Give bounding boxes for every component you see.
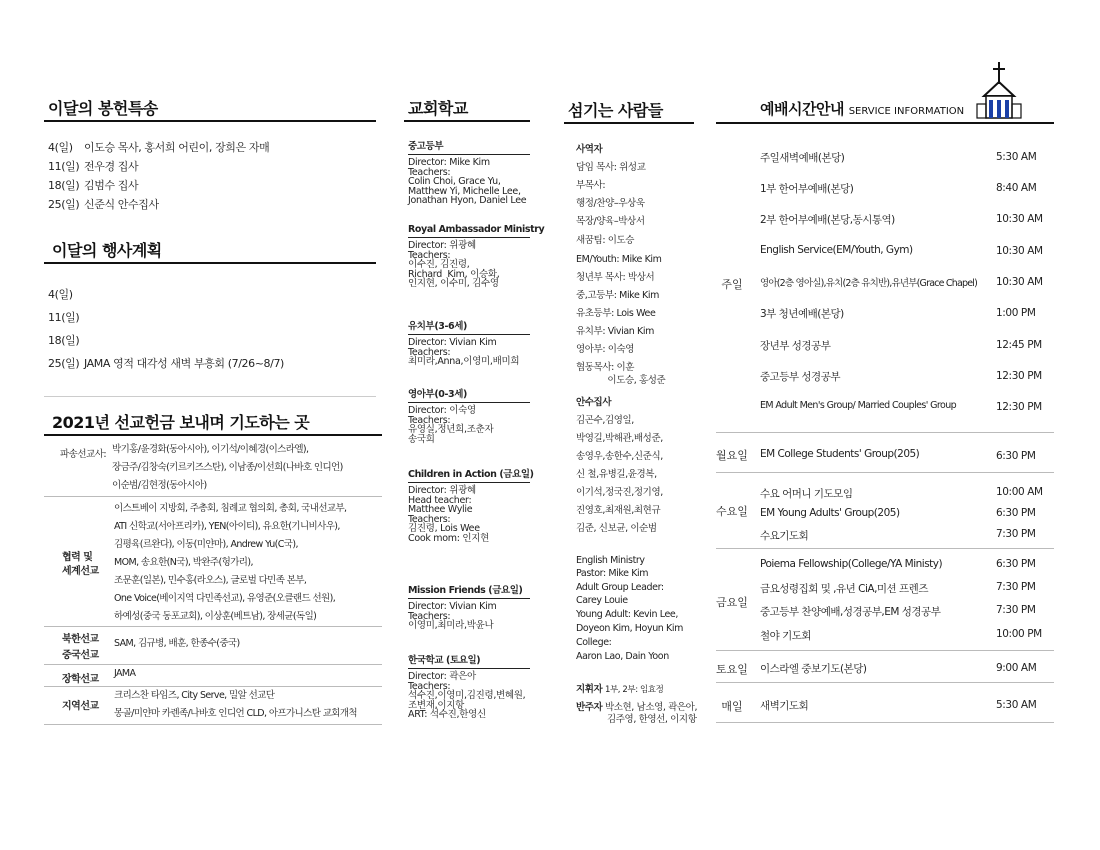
church-icon: [974, 60, 1024, 126]
service-name: 중고등부 성경공부: [760, 371, 840, 383]
servers-title: 섬기는 사람들: [568, 101, 663, 120]
school-line: Richard Kim, 이승화,: [408, 268, 500, 280]
school-line: Teachers:: [408, 610, 451, 622]
school-line: Director: Vivian Kim: [408, 337, 497, 348]
events-row: [48, 332, 84, 348]
services-divider: [716, 682, 1054, 683]
events-date: 11(일): [48, 311, 80, 324]
service-time: 9:00 AM: [996, 662, 1037, 674]
service-time: 12:30 PM: [996, 401, 1042, 413]
service-name: English Service(EM/Youth, Gym): [760, 244, 913, 256]
offering-text: 전우경 집사: [84, 160, 139, 173]
mission-divider: [44, 496, 382, 497]
service-name: 수요기도회: [760, 530, 809, 542]
em-line: English Ministry: [576, 555, 645, 566]
service-time: 10:30 AM: [996, 276, 1043, 288]
school-line: Teachers:: [408, 346, 451, 358]
service-time: 6:30 PM: [996, 450, 1036, 462]
school-line: Cook mom: 인지현: [408, 532, 489, 544]
school-line: Director: 위광혜: [408, 240, 476, 251]
servers-line: 청년부 목사: 박상서: [576, 272, 655, 283]
nk-label: 중국선교: [62, 650, 99, 661]
services-divider: [716, 472, 1054, 473]
servers-line: 새꿈팀: 이도승: [576, 235, 635, 246]
school-group: [408, 582, 530, 631]
events-row: [48, 309, 84, 325]
service-name: 3부 청년예배(본당): [760, 308, 844, 320]
events-row: [48, 286, 84, 302]
school-title-rule: [404, 120, 530, 122]
offering-text: 김범수 집사: [84, 179, 139, 192]
service-time: 1:00 PM: [996, 307, 1036, 319]
service-time: 10:30 AM: [996, 245, 1043, 257]
service-time: 7:30 PM: [996, 581, 1036, 593]
school-line: Teachers:: [408, 166, 451, 178]
school-group: [408, 138, 530, 206]
school-line: 최미라,Anna,이영미,배미희: [408, 356, 520, 367]
day-saturday: 토요일: [716, 663, 748, 676]
offering-date: 4(일): [48, 141, 73, 154]
school-group-name: Children in Action (금요일): [408, 466, 530, 483]
service-time: 7:30 PM: [996, 604, 1036, 616]
school-group-name: Royal Ambassador Ministry: [408, 224, 530, 238]
mission-title: 2021년 선교헌금 보내며 기도하는 곳: [52, 413, 310, 432]
school-line: 조변재,이지항: [408, 699, 464, 711]
servers-line: 영아부: 이숙영: [576, 344, 635, 355]
service-name: 철야 기도회: [760, 630, 812, 642]
services-title-en: SERVICE INFORMATION: [848, 106, 965, 117]
servers-line: 유초등부: Lois Wee: [576, 308, 656, 319]
servers-line: 행정/찬양–우상욱: [576, 198, 645, 209]
school-group-name: 중고등부: [408, 138, 530, 155]
school-group: [408, 386, 530, 444]
school-title: 교회학교: [408, 99, 468, 118]
service-name: 새벽기도회: [760, 700, 809, 712]
events-row: [48, 355, 284, 371]
servers-line: 담임 목사: 위성교: [576, 162, 646, 173]
day-friday: 금요일: [716, 596, 748, 609]
day-sunday: 주일: [721, 278, 743, 291]
school-group: [408, 652, 530, 720]
local-line: 몽골/미얀마 카렌족/나바호 인디언 CLD, 아프가니스탄 교회개척: [114, 708, 358, 719]
service-name: EM Young Adults' Group(205): [760, 507, 900, 519]
scholar-label: 장학선교: [62, 674, 99, 685]
service-name: 영아(2층 영아실),유치(2층 유치반),유년부(Grace Chapel): [760, 278, 978, 289]
offering-title-rule: [44, 120, 376, 122]
servers-line: 송영우,송한수,신준식,: [576, 451, 663, 462]
school-group: [408, 466, 534, 544]
dispatch-line: 이순범/김현정(동아시아): [112, 480, 207, 491]
nk-text: SAM, 김규병, 배훈, 한종수(중국): [114, 638, 240, 649]
offering-row: [48, 177, 138, 193]
local-label: 지역선교: [62, 701, 99, 712]
em-line: College:: [576, 637, 612, 648]
service-name: Poiema Fellowship(College/YA Ministy): [760, 558, 943, 570]
service-time: 12:45 PM: [996, 339, 1042, 351]
service-name: 이스라엘 중보기도(본당): [760, 663, 867, 675]
service-time: 12:30 PM: [996, 370, 1042, 382]
school-group-name: 유치부(3-6세): [408, 318, 530, 335]
events-divider: [44, 396, 376, 397]
accomp-line: 김주영, 한영선, 이지항: [607, 714, 697, 725]
conductor-text: 1부, 2부: 임효정: [604, 685, 664, 695]
school-line: 이영미,최미라,박윤나: [408, 620, 494, 631]
service-name: 2부 한어부예배(본당,동시통역): [760, 214, 895, 226]
school-line: Teachers:: [408, 513, 451, 525]
service-name: 수요 어머니 기도모임: [760, 488, 853, 500]
school-line: Teachers:: [408, 249, 451, 261]
dispatch-line: 장금주/김창숙(키르키즈스탄), 이남종/이선희(나바호 인디언): [112, 462, 343, 473]
offering-title: 이달의 봉헌특송: [48, 99, 158, 118]
mission-title-rule: [44, 434, 382, 436]
em-line: Pastor: Mike Kim: [576, 568, 649, 579]
services-divider: [716, 432, 1054, 433]
school-line: ART: 석수진,한영신: [408, 709, 486, 720]
accomp-line: 박소현, 남소영, 곽은아,: [604, 702, 698, 713]
school-group-name: 한국학교 (토요일): [408, 652, 530, 669]
offering-text: 신준식 안수집사: [84, 198, 159, 211]
school-line: Teachers:: [408, 680, 451, 692]
school-line: 인지현, 이수미, 김수영: [408, 278, 499, 289]
coop-line: 김평육(르완다), 이동(미얀마), Andrew Yu(C국),: [114, 539, 298, 550]
service-time: 6:30 PM: [996, 558, 1036, 570]
services-title: [760, 98, 964, 119]
service-name: 주일새벽예배(본당): [760, 152, 845, 164]
servers-line: 부목사:: [576, 180, 606, 191]
scholar-text: JAMA: [114, 668, 136, 679]
offering-row: [48, 139, 269, 155]
events-title: 이달의 행사계획: [52, 241, 162, 260]
school-line: Teachers:: [408, 414, 451, 426]
service-time: 8:40 AM: [996, 182, 1037, 194]
service-name: 중고등부 찬양예배,성경공부,EM 성경공부: [760, 606, 941, 618]
school-line: 석수진,이영미,김진령,변혜원,: [408, 690, 526, 701]
service-name: 장년부 성경공부: [760, 340, 831, 352]
school-line: Director: 이숙영: [408, 405, 476, 416]
events-date: 25(일): [48, 357, 80, 370]
local-line: 크리스찬 타임즈, City Serve, 밀알 선교단: [114, 690, 275, 701]
servers-line: 중,고등부: Mike Kim: [576, 290, 659, 301]
school-group-name: 영아부(0-3세): [408, 386, 530, 403]
servers-line: EM/Youth: Mike Kim: [576, 254, 662, 265]
servers-line: 이기석,정국진,정기영,: [576, 487, 663, 498]
coop-line: 이스트베이 지방회, 주총회, 침례교 협의회, 총회, 국내선교부,: [114, 503, 347, 514]
school-line: Director: Vivian Kim: [408, 601, 497, 612]
servers-line: 안수집사: [576, 397, 612, 408]
servers-line: 신 철,유병길,윤경복,: [576, 469, 657, 480]
coop-line: ATI 신학교(서아프리카), YEN(아이티), 유요한(기니비사우),: [114, 521, 340, 532]
servers-title-rule: [564, 122, 694, 124]
school-line: Director: 위광혜: [408, 485, 476, 496]
school-line: 유영실,정년희,조춘자: [408, 424, 494, 435]
school-line: 이수진, 김진령,: [408, 259, 470, 270]
service-time: 10:30 AM: [996, 213, 1043, 225]
mission-divider: [44, 664, 382, 665]
coop-line: One Voice(베이지역 다민족선교), 유영준(오클랜드 선원),: [114, 593, 336, 604]
service-time: 10:00 AM: [996, 486, 1043, 498]
em-line: Young Adult: Kevin Lee,: [576, 609, 678, 620]
services-title-rule: [716, 122, 1054, 124]
em-line: Adult Group Leader:: [576, 582, 664, 593]
servers-line: 김준, 신보균, 이순범: [576, 523, 657, 534]
events-date: 4(일): [48, 288, 73, 301]
school-group: [408, 318, 530, 367]
school-line: Matthew Yi, Michelle Lee,: [408, 185, 521, 197]
service-name: EM College Students' Group(205): [760, 448, 920, 460]
school-line: Colin Choi, Grace Yu,: [408, 176, 501, 187]
service-time: 7:30 PM: [996, 528, 1036, 540]
service-time: 6:30 PM: [996, 507, 1036, 519]
servers-line: 진영호,최재원,최현규: [576, 505, 661, 516]
services-divider: [716, 722, 1054, 723]
nk-label: 북한선교: [62, 634, 99, 645]
servers-line: 협동목사: 이훈: [576, 362, 635, 373]
offering-date: 18(일): [48, 179, 80, 192]
mission-divider: [44, 626, 382, 627]
service-time: 5:30 AM: [996, 151, 1037, 163]
servers-line: 유치부: Vivian Kim: [576, 326, 654, 337]
servers-line: 김곤수,김영일,: [576, 415, 634, 426]
offering-row: [48, 158, 138, 174]
em-line: Aaron Lao, Dain Yoon: [576, 651, 669, 662]
dispatch-line: 박기홍/윤경화(동아시아), 이기석/이혜경(이스라엘),: [112, 444, 309, 455]
coop-line: 하예성(중국 동포교회), 이상훈(베트남), 장세균(독일): [114, 611, 317, 622]
accomp-row: [576, 702, 697, 713]
em-line: Doyeon Kim, Hoyun Kim: [576, 623, 683, 634]
school-group: [408, 224, 545, 289]
service-time: 5:30 AM: [996, 699, 1037, 711]
day-wednesday: 수요일: [716, 505, 748, 518]
mission-divider: [44, 724, 382, 725]
services-divider: [716, 650, 1054, 651]
events-text: JAMA 영적 대각성 새벽 부흥회 (7/26~8/7): [84, 357, 284, 370]
school-line: Director: 곽은아: [408, 671, 476, 682]
coop-label: 협력 및: [62, 552, 93, 563]
accomp-label: 반주자: [576, 702, 603, 713]
service-name: 1부 한어부예배(본당): [760, 183, 854, 195]
offering-text: 이도승 목사, 홍서희 어린이, 장희은 자매: [84, 141, 270, 154]
school-line: 송국희: [408, 433, 435, 445]
services-title-ko: 예배시간안내: [760, 100, 844, 118]
services-divider: [716, 548, 1054, 549]
offering-date: 25(일): [48, 198, 80, 211]
coop-line: 조문훈(일본), 민수홍(라오스), 글로벌 다민족 본부,: [114, 575, 307, 586]
day-monday: 월요일: [716, 449, 748, 462]
events-title-rule: [44, 262, 376, 264]
conductor-row: [576, 684, 663, 696]
servers-line: 이도승, 홍성준: [576, 375, 666, 386]
servers-line: 사역자: [576, 144, 603, 155]
offering-date: 11(일): [48, 160, 80, 173]
servers-line: 목장/양육–박상서: [576, 216, 645, 227]
school-group-name: Mission Friends (금요일): [408, 582, 530, 599]
school-line: Jonathan Hyon, Daniel Lee: [408, 195, 527, 206]
dispatch-label: 파송선교사:: [60, 449, 107, 460]
day-daily: 매일: [721, 700, 743, 713]
servers-line: 박영길,박해관,배성준,: [576, 433, 663, 444]
school-line: 김진령, Lois Wee: [408, 523, 480, 534]
conductor-label: 지휘자: [576, 684, 603, 695]
offering-row: [48, 196, 159, 212]
coop-line: MOM, 송요한(N국), 박완주(헝가리),: [114, 557, 253, 568]
em-line: Carey Louie: [576, 595, 628, 606]
service-name: 금요성령집회 및 ,유년 CiA,미션 프렌즈: [760, 583, 928, 595]
school-line: Director: Mike Kim: [408, 157, 490, 168]
service-name: EM Adult Men's Group/ Married Couples' Group: [760, 400, 957, 411]
events-date: 18(일): [48, 334, 80, 347]
school-line: Matthee Wylie: [408, 504, 473, 515]
school-line: Head teacher:: [408, 494, 472, 506]
service-time: 10:00 PM: [996, 628, 1042, 640]
coop-label: 세계선교: [62, 566, 99, 577]
